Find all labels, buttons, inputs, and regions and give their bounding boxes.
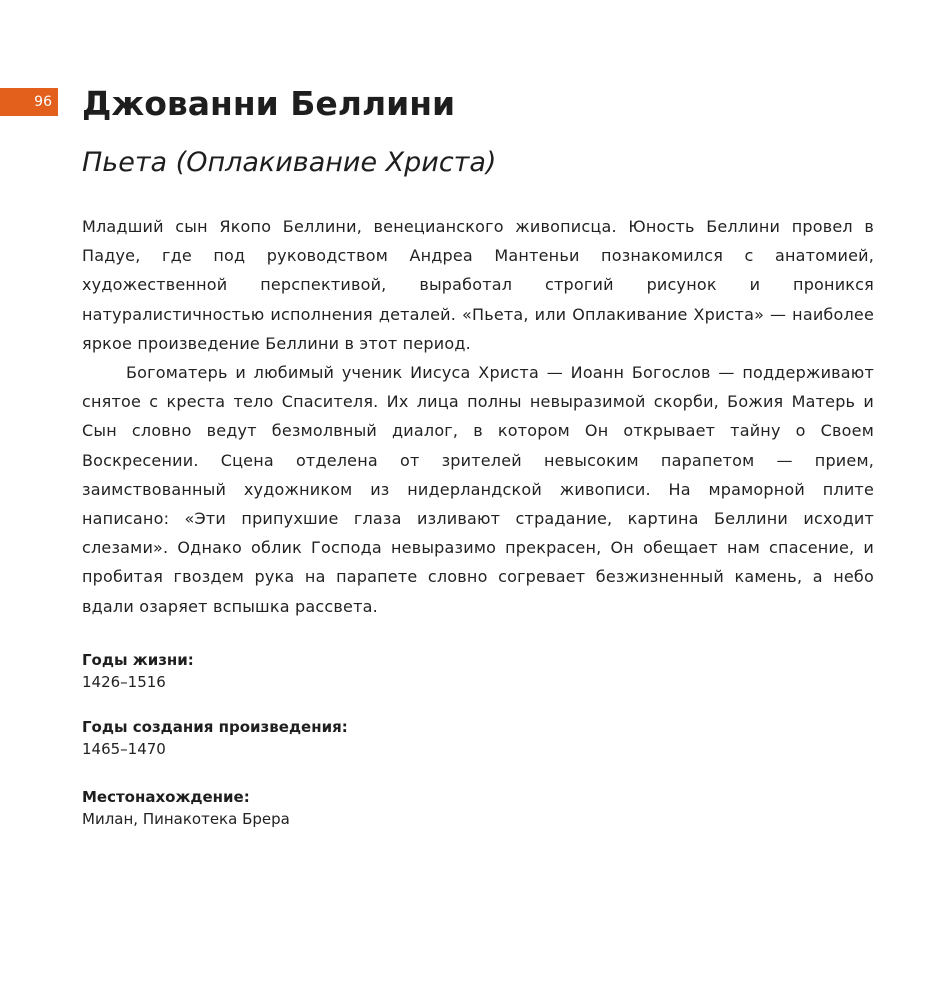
life-years-value: 1426–1516 [82, 673, 166, 691]
location-value: Милан, Пинакотека Брера [82, 810, 290, 828]
page-title: Джованни Беллини [82, 84, 456, 123]
location-label: Местонахождение: [82, 788, 250, 806]
info-creation-years [82, 716, 682, 760]
article-body [82, 212, 874, 621]
info-life-years [82, 649, 682, 693]
artwork-title: Пьета (Оплакивание Христа) [82, 147, 497, 178]
life-years-label: Годы жизни: [82, 651, 194, 669]
creation-years-value: 1465–1470 [82, 740, 166, 758]
info-location [82, 786, 682, 830]
creation-years-label: Годы создания произведения: [82, 718, 348, 736]
paragraph-description: Богоматерь и любимый ученик Иисуса Христа — Иоанн Богослов — поддерживают снятое с креста тело Спасителя. Их лица полны невыразимой скорби, Божия Матерь и Сын словно ведут безмолвный диалог, в котором Он открывает тайну о Своем Воскресении. Сцена отделена от зрителей невысоким парапетом — прием, заимствованный художником из нидерландской живописи. На мраморной плите написано: «Эти припухшие глаза изливают страдание, картина Беллини исходит слезами». Однако облик Господа невыразимо прекрасен, Он обещает нам спасение, и пробитая гвоздем рука на парапете словно согревает безжизненный камень, а небо вдали озаряет вспышка рассвета. [82, 363, 874, 616]
page-number-badge: 96 [0, 88, 58, 116]
paragraph-biography: Младший сын Якопо Беллини, венецианского живописца. Юность Беллини провел в Падуе, где под руководством Андреа Мантеньи познакомился с анатомией, художественной перспективой, выработал строгий рисунок и проникся натуралистичностью исполнения деталей. «Пьета, или Оплакивание Христа» — наиболее яркое произведение Беллини в этот период. [82, 217, 874, 353]
